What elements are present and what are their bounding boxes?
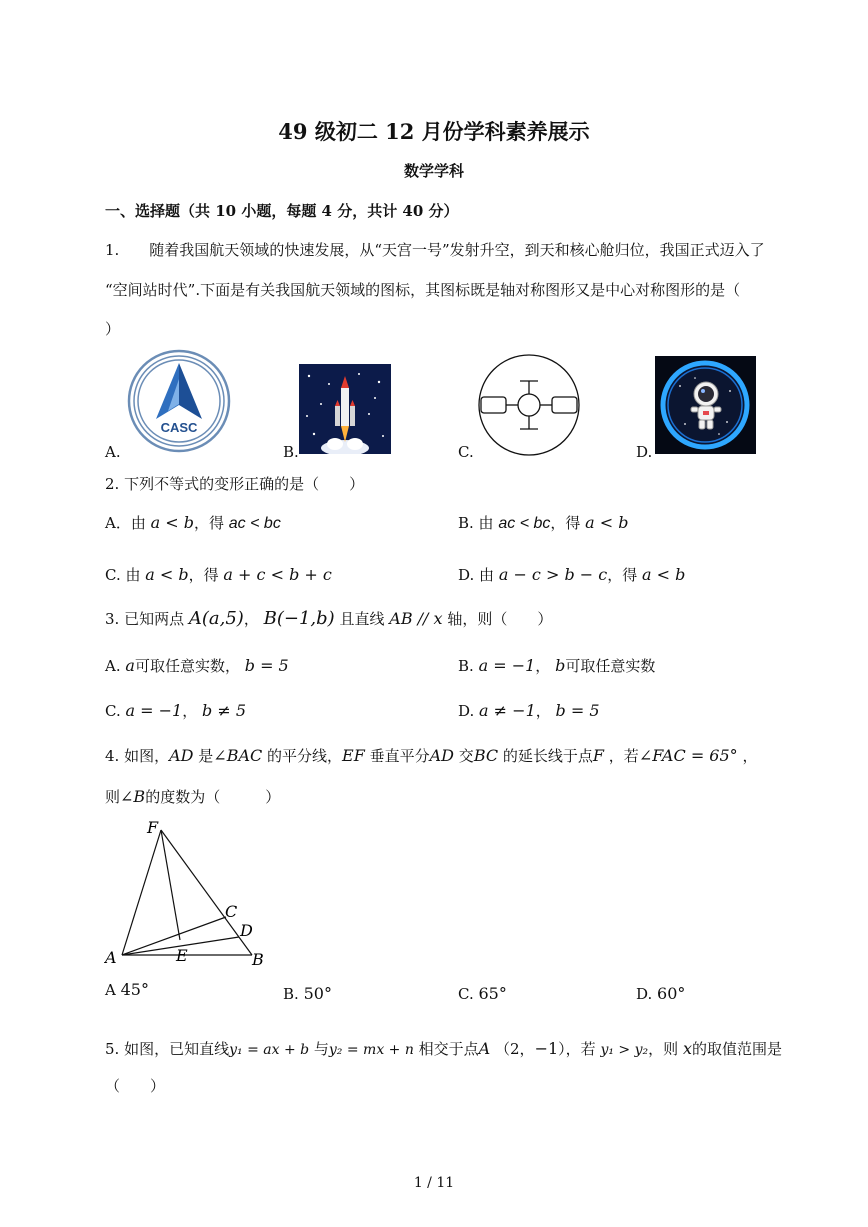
q2-option-d: D. 由 a − c > b − c，得 a < b — [458, 565, 686, 584]
svg-text:D: D — [240, 921, 253, 940]
q1-option-b-label: B. — [283, 443, 299, 461]
q4-triangle-figure — [104, 815, 274, 970]
q3-stem: 3. 已知两点 A(a,5)， B(−1,b) 且直线 AB // x 轴，则（ ） — [105, 608, 553, 629]
q1-option-a-label: A. — [105, 443, 121, 461]
rocket-icon — [299, 364, 391, 454]
q1-line1: 1. 随着我国航天领域的快速发展，从“天宫一号”发射升空，到天和核心舱归位，我国正式迈入了 — [105, 241, 765, 259]
astronaut-icon — [655, 356, 756, 454]
page-number: 1 / 11 — [413, 1175, 455, 1191]
q4-stem-line1: 4. 如图，AD 是∠BAC 的平分线，EF 垂直平分AD 交BC 的延长线于点F ，若∠FAC = 65° ， — [105, 746, 758, 765]
svg-text:A: A — [105, 948, 117, 967]
q3-option-c: C. a = −1， b ≠ 5 — [105, 701, 246, 720]
q1-line3: ） — [105, 320, 121, 338]
page-title: 49 级初二 12 月份学科素养展示 — [278, 119, 590, 144]
section-heading: 一、选择题（共 10 小题，每题 4 分，共计 40 分） — [105, 202, 459, 220]
svg-text:B: B — [252, 950, 264, 969]
svg-text:E: E — [176, 946, 188, 965]
q3-option-a: A. a可取任意实数， b = 5 — [105, 656, 289, 675]
q2-option-a: A．由 a < b，得 ac < bc — [105, 513, 281, 532]
casc-logo-icon — [126, 349, 232, 453]
q3-option-b: B. a = −1， b可取任意实数 — [458, 656, 656, 675]
q4-option-a: A 45° — [105, 980, 149, 999]
q4-option-d: D. 60° — [636, 984, 686, 1003]
q5-stem-line1: 5. 如图，已知直线y₁ = ax + b 与y₂ = mx + n 相交于点A （2，−1），若 y₁ > y₂，则 x的取值范围是 — [105, 1039, 782, 1058]
q3-option-d: D. a ≠ −1， b = 5 — [458, 701, 600, 720]
page-subtitle: 数学学科 — [403, 162, 464, 180]
q4-option-c: C. 65° — [458, 984, 507, 1003]
q1-option-c-label: C. — [458, 443, 474, 461]
q5-stem-line2: （ ） — [105, 1077, 166, 1095]
q4-stem-line2: 则∠B的度数为（ ） — [105, 787, 281, 806]
q1-option-d-label: D. — [636, 443, 653, 461]
q2-stem: 2. 下列不等式的变形正确的是（ ） — [105, 475, 365, 493]
circle-cross-symbol-icon — [476, 353, 582, 457]
q2-option-b: B. 由 ac < bc，得 a < b — [458, 513, 629, 532]
svg-text:C: C — [225, 902, 238, 921]
q4-option-b: B. 50° — [283, 984, 332, 1003]
q2-option-c: C. 由 a < b，得 a + c < b + c — [105, 565, 332, 584]
svg-text:CASC: CASC — [160, 420, 198, 435]
svg-text:F: F — [147, 818, 159, 837]
q1-line2: “空间站时代”.下面是有关我国航天领域的图标，其图标既是轴对称图形又是中心对称图形的是（ — [105, 281, 741, 299]
